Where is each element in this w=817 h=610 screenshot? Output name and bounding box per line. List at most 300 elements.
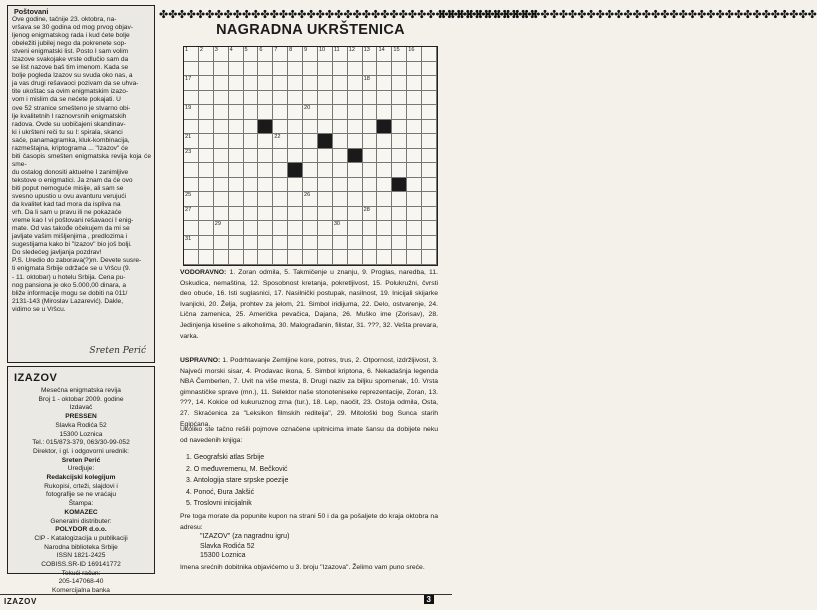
crossword-cell bbox=[318, 192, 333, 207]
crossword-cell bbox=[407, 178, 422, 193]
crossword-cell bbox=[348, 120, 363, 135]
across-label: VODORAVNO: bbox=[180, 269, 227, 276]
crossword-cell bbox=[377, 91, 392, 106]
crossword-cell bbox=[199, 105, 214, 120]
crossword-cell bbox=[229, 91, 244, 106]
crossword-cell bbox=[407, 91, 422, 106]
publisher-line: PRESSEN bbox=[65, 413, 97, 421]
crossword-cell bbox=[318, 178, 333, 193]
crossword-cell bbox=[273, 163, 288, 178]
crossword-cell bbox=[229, 120, 244, 135]
crossword-cell bbox=[199, 91, 214, 106]
crossword-cell bbox=[363, 120, 378, 135]
publisher-line: fotografije se ne vraćaju bbox=[45, 491, 116, 499]
crossword-cell bbox=[333, 250, 348, 265]
crossword-cell bbox=[199, 178, 214, 193]
crossword-clue-number: 16 bbox=[408, 47, 415, 53]
crossword-cell bbox=[407, 149, 422, 164]
crossword-cell bbox=[199, 62, 214, 77]
crossword-cell bbox=[348, 105, 363, 120]
crossword-cell bbox=[184, 62, 199, 77]
crossword-cell bbox=[422, 236, 437, 251]
crossword-cell bbox=[363, 178, 378, 193]
crossword-cell bbox=[318, 163, 333, 178]
crossword-cell bbox=[244, 236, 259, 251]
crossword-cell bbox=[303, 207, 318, 222]
crossword-cell bbox=[392, 134, 407, 149]
crossword-cell bbox=[333, 134, 348, 149]
crossword-cell bbox=[273, 76, 288, 91]
crossword-clue-number: 4 bbox=[229, 47, 233, 53]
crossword-cell bbox=[184, 178, 199, 193]
crossword-cell bbox=[392, 105, 407, 120]
crossword-cell bbox=[229, 105, 244, 120]
crossword-cell bbox=[199, 76, 214, 91]
crossword-cell bbox=[273, 236, 288, 251]
crossword-clue-number: 23 bbox=[185, 148, 192, 155]
crossword-cell bbox=[422, 250, 437, 265]
crossword-cell bbox=[258, 91, 273, 106]
crossword-clue-number: 7 bbox=[274, 47, 278, 53]
publisher-line: Uredjuje: bbox=[67, 465, 95, 473]
crossword-black-cell bbox=[258, 120, 273, 135]
crossword-cell bbox=[229, 163, 244, 178]
crossword-clue-number: 19 bbox=[185, 105, 192, 112]
crossword-cell bbox=[363, 62, 378, 77]
crossword-cell bbox=[363, 105, 378, 120]
crossword-cell bbox=[258, 250, 273, 265]
address-line: 15300 Loznica bbox=[200, 552, 246, 560]
crossword-cell bbox=[244, 134, 259, 149]
publisher-line: Mesečna enigmatska revija bbox=[41, 387, 121, 394]
crossword-cell bbox=[422, 178, 437, 193]
crossword-cell bbox=[303, 163, 318, 178]
crossword-clue-number: 30 bbox=[333, 221, 341, 228]
crossword-cell bbox=[422, 163, 437, 178]
crossword-cell bbox=[318, 149, 333, 164]
crossword-cell bbox=[244, 221, 259, 236]
crossword-cell bbox=[333, 178, 348, 193]
crossword-cell bbox=[348, 221, 363, 236]
publisher-line: POLYDOR d.o.o. bbox=[55, 526, 107, 534]
crossword-cell bbox=[288, 192, 303, 207]
crossword-clue-number: 18 bbox=[363, 76, 370, 83]
crossword-cell bbox=[377, 236, 392, 251]
crossword-cell bbox=[199, 163, 214, 178]
crossword-clue-number: 15 bbox=[393, 47, 400, 53]
crossword-cell bbox=[288, 62, 303, 77]
crossword-cell bbox=[199, 236, 214, 251]
crossword-clue-number: 28 bbox=[363, 206, 370, 213]
crossword-cell bbox=[199, 250, 214, 265]
crossword-cell bbox=[303, 221, 318, 236]
publisher-line: ISSN 1821-2425 bbox=[56, 552, 106, 560]
crossword-cell bbox=[303, 120, 318, 135]
publisher-line: Slavka Rodića 52 bbox=[55, 421, 107, 429]
crossword-cell bbox=[199, 149, 214, 164]
crossword-clue-number: 20 bbox=[304, 105, 311, 112]
crossword-cell bbox=[199, 120, 214, 135]
crossword-cell bbox=[333, 105, 348, 120]
crossword-cell bbox=[258, 163, 273, 178]
crossword-cell bbox=[303, 62, 318, 77]
crossword-cell bbox=[392, 236, 407, 251]
crossword-cell bbox=[392, 62, 407, 77]
publisher-line: CIP - Katalogizacija u publikaciji bbox=[34, 534, 128, 542]
crossword-cell bbox=[377, 250, 392, 265]
prize-item: 5. Troslovni inicijalnik bbox=[186, 500, 252, 507]
crossword-clue-number: 21 bbox=[185, 134, 192, 141]
editor-letter bbox=[7, 5, 155, 363]
page-number: 3 bbox=[424, 595, 434, 604]
crossword-cell bbox=[229, 192, 244, 207]
crossword-cell bbox=[214, 134, 229, 149]
crossword-cell bbox=[288, 91, 303, 106]
crossword-cell bbox=[288, 149, 303, 164]
crossword-cell bbox=[244, 76, 259, 91]
crossword-cell bbox=[422, 105, 437, 120]
crossword-clue-number: 26 bbox=[304, 192, 311, 199]
crossword-cell bbox=[244, 91, 259, 106]
crossword-cell bbox=[318, 120, 333, 135]
crossword-cell bbox=[273, 207, 288, 222]
crossword-cell bbox=[318, 105, 333, 120]
crossword-cell bbox=[214, 163, 229, 178]
crossword-cell bbox=[303, 149, 318, 164]
publisher-line: 15300 Loznica bbox=[59, 430, 103, 438]
crossword-cell bbox=[333, 192, 348, 207]
footer-divider bbox=[0, 594, 452, 595]
crossword-cell bbox=[348, 134, 363, 149]
crossword-cell bbox=[392, 250, 407, 265]
crossword-clue-number: 22 bbox=[274, 134, 281, 141]
crossword-cell bbox=[363, 163, 378, 178]
crossword-cell bbox=[333, 207, 348, 222]
down-label: USPRAVNO: bbox=[180, 357, 221, 364]
crossword-cell bbox=[273, 178, 288, 193]
crossword-cell bbox=[333, 149, 348, 164]
crossword-cell bbox=[229, 236, 244, 251]
letter-body: Ove godine, tačnije 23. oktobra, na- vršava se 30 godina od mog prvog objav- ljenog enigmatskog rada i kud ćete bolje obeležiti jubilej nego da pokrenete sop- stveni enigmatski list. Posto I sam volim Izazove svakojake vrste odlučio sam da se list nazove baš tim imenom. Kada se bolje pogleda Izazov su svuda oko nas, a ja vas drugi rešavaoci pozivam da se uhva- tite ukoštac sa ovim enigmatskim izazo- vom i mislim da se nećete pokajati. U ove 52 stranice smešteno je stvarno obi- lje kvalitetnih I raznovrsnih enigmatskih radova. Ovde su uobičajeni skandinav- ki i ukršteni reči tu su I: spirala, skanci saće, panamagramka, kluk-kombinacija, razmeštajna, kriptograma ... "Izazov" će biti časopis smešten enigmatska revija koja će sme- du ostalog donositi aktuelne I zanimljive tekstove o enigmatici. Ja znam da će ovo biti poput nemoguće misije, ali sam se svesno upustio u ovu avanturu verujući da kvalitet kad tad mora da isplivа na vrh. Da li sam u pravu ili ne pokazaće vreme kao I vi poštovani rešavaoci I enig- mate. Od vas takođe očekujem da mi se javljate vašim mišljenjima , predlozima i sugestijama kako bi "Izazov" bio još bolji. Do sledećeg javljanja pozdrav! P.S. Uredio do zaborava(?)m. Devete susre- ti enigmata Srbije održaće se u Vršcu (9. - 11. oktobar) u hotelu Srbija. Cena pu- nog pansiona je oko 5.000,00 dinara, a bliže informacije mogu se dobiti na 011/ 2131-143 (Miroslav Lazarević). Dakle, vidimo se u Vršcu. bbox=[12, 16, 151, 313]
crossword-cell bbox=[229, 76, 244, 91]
crossword-cell bbox=[214, 91, 229, 106]
crossword-cell bbox=[363, 192, 378, 207]
crossword-cell bbox=[229, 134, 244, 149]
publisher-line: Broj 1 - oktobar 2009. godine bbox=[38, 395, 124, 403]
crossword-black-cell bbox=[392, 178, 407, 193]
crossword-cell bbox=[258, 221, 273, 236]
prize-intro: Ukoliko ste tačno rešili pojmove označene upitnicima imate šansu da dobijete neku od navedenih knjiga: bbox=[180, 426, 438, 444]
crossword-cell bbox=[422, 91, 437, 106]
crossword-clue-number: 1 bbox=[185, 47, 189, 53]
prize-item: 2. O međuvremenu, M. Bečković bbox=[186, 465, 288, 473]
crossword-cell bbox=[333, 120, 348, 135]
crossword-cell bbox=[258, 178, 273, 193]
publisher-line: Direktor, i gl. i odgovorni urednik: bbox=[32, 447, 130, 455]
crossword-cell bbox=[288, 120, 303, 135]
crossword-cell bbox=[288, 207, 303, 222]
crossword-cell bbox=[288, 221, 303, 236]
crossword-cell bbox=[407, 236, 422, 251]
crossword-cell bbox=[392, 221, 407, 236]
crossword-cell bbox=[303, 76, 318, 91]
publisher-line: Tel.: 015/873-379, 063/30-99-052 bbox=[32, 439, 130, 447]
address-line: Slavka Rodića 52 bbox=[200, 542, 255, 550]
prize-list bbox=[186, 452, 432, 510]
ornament-strip-left: ✤✤✤✤✤✤✤✤✤✤✤✤✤✤✤✤✤✤✤✤✤✤✤✤✤✤✤✤✤✤✤✤✤✤✤✤✤✤✤✤✤ bbox=[159, 9, 537, 21]
crossword-cell bbox=[422, 47, 437, 62]
crossword-clue-number: 8 bbox=[289, 47, 293, 53]
crossword-cell bbox=[422, 221, 437, 236]
crossword-clue-number: 27 bbox=[185, 206, 192, 213]
crossword-cell bbox=[407, 250, 422, 265]
publisher-line: 205-147068-40 bbox=[58, 578, 104, 586]
crossword-cell bbox=[214, 105, 229, 120]
publisher-line: Tekući račun: bbox=[61, 569, 101, 577]
crossword-cell bbox=[184, 120, 199, 135]
crossword-cell bbox=[348, 163, 363, 178]
crossword-cell bbox=[288, 250, 303, 265]
publisher-line: Komercijalna banka bbox=[52, 587, 110, 595]
crossword-cell bbox=[184, 163, 199, 178]
magazine-logo: IZAZOV bbox=[14, 372, 58, 384]
crossword-cell bbox=[273, 62, 288, 77]
crossword-cell bbox=[422, 207, 437, 222]
crossword-cell bbox=[229, 250, 244, 265]
crossword-cell bbox=[244, 207, 259, 222]
crossword-cell bbox=[348, 192, 363, 207]
crossword-cell bbox=[258, 134, 273, 149]
crossword-cell bbox=[407, 207, 422, 222]
prize-item: 4. Ponoć, Đura Jakšić bbox=[186, 488, 255, 496]
crossword-cell bbox=[244, 163, 259, 178]
crossword-cell bbox=[392, 149, 407, 164]
crossword-cell bbox=[363, 149, 378, 164]
crossword-cell bbox=[407, 120, 422, 135]
crossword-cell bbox=[318, 91, 333, 106]
crossword-cell bbox=[407, 134, 422, 149]
down-clues bbox=[180, 356, 438, 430]
crossword-cell bbox=[333, 163, 348, 178]
crossword-cell bbox=[407, 163, 422, 178]
footer-brand: IZAZOV bbox=[4, 597, 37, 606]
crossword-cell bbox=[273, 91, 288, 106]
crossword-cell bbox=[377, 221, 392, 236]
crossword-cell bbox=[422, 134, 437, 149]
crossword-cell bbox=[348, 76, 363, 91]
crossword-cell bbox=[273, 221, 288, 236]
crossword-clue-number: 17 bbox=[185, 76, 192, 83]
publisher-line: COBISS.SR-ID 169141772 bbox=[41, 561, 121, 569]
crossword-cell bbox=[422, 149, 437, 164]
page-title: NAGRADNA UKRŠTENICA bbox=[216, 22, 405, 38]
crossword-cell bbox=[422, 62, 437, 77]
crossword-clue-number: 31 bbox=[185, 235, 192, 242]
crossword-cell bbox=[348, 178, 363, 193]
crossword-cell bbox=[244, 62, 259, 77]
crossword-cell bbox=[363, 134, 378, 149]
crossword-cell bbox=[214, 62, 229, 77]
across-clues bbox=[180, 268, 438, 342]
crossword-clue-number: 6 bbox=[259, 47, 263, 53]
crossword-cell bbox=[184, 250, 199, 265]
crossword-cell bbox=[229, 149, 244, 164]
publisher-line: KOMAZEC bbox=[64, 508, 98, 516]
crossword-cell bbox=[244, 250, 259, 265]
crossword-clue-number: 3 bbox=[214, 47, 218, 53]
crossword-cell bbox=[392, 192, 407, 207]
crossword-cell bbox=[422, 120, 437, 135]
crossword-cell bbox=[199, 192, 214, 207]
prize-item: 3. Antologija stare srpske poezije bbox=[186, 477, 289, 484]
crossword-cell bbox=[199, 207, 214, 222]
crossword-cell bbox=[303, 134, 318, 149]
crossword-cell bbox=[333, 91, 348, 106]
crossword-cell bbox=[318, 250, 333, 265]
crossword-cell bbox=[244, 178, 259, 193]
crossword-clue-number: 24 bbox=[289, 163, 296, 170]
publisher-lines bbox=[11, 387, 151, 596]
crossword-cell bbox=[229, 178, 244, 193]
crossword-cell bbox=[258, 207, 273, 222]
crossword-clue-number: 2 bbox=[199, 47, 203, 53]
crossword-cell bbox=[407, 62, 422, 77]
crossword-cell bbox=[348, 62, 363, 77]
crossword-cell bbox=[244, 192, 259, 207]
crossword-cell bbox=[303, 236, 318, 251]
crossword-cell bbox=[303, 91, 318, 106]
crossword-cell bbox=[199, 134, 214, 149]
crossword-cell bbox=[363, 236, 378, 251]
crossword-cell bbox=[377, 149, 392, 164]
crossword-clue-number: 12 bbox=[348, 47, 355, 53]
crossword-cell bbox=[333, 62, 348, 77]
crossword-cell bbox=[273, 149, 288, 164]
crossword-cell bbox=[229, 62, 244, 77]
letter-heading: Poštovani bbox=[14, 7, 49, 16]
crossword-cell bbox=[348, 250, 363, 265]
crossword-cell bbox=[348, 236, 363, 251]
publisher-line: Rukopisi, crteži, slajdovi i bbox=[44, 482, 118, 490]
crossword-cell bbox=[363, 91, 378, 106]
crossword-cell bbox=[214, 207, 229, 222]
crossword-cell bbox=[214, 178, 229, 193]
crossword-cell bbox=[244, 149, 259, 164]
crossword-cell bbox=[244, 105, 259, 120]
crossword-cell bbox=[407, 192, 422, 207]
crossword-cell bbox=[377, 76, 392, 91]
crossword-cell bbox=[229, 207, 244, 222]
crossword-cell bbox=[377, 192, 392, 207]
crossword-cell bbox=[229, 221, 244, 236]
crossword-cell bbox=[214, 149, 229, 164]
crossword-cell bbox=[258, 62, 273, 77]
crossword-cell bbox=[333, 236, 348, 251]
crossword-cell bbox=[273, 250, 288, 265]
crossword-cell bbox=[214, 192, 229, 207]
crossword-black-cell bbox=[348, 149, 363, 164]
publisher-line: Štampa: bbox=[68, 500, 94, 508]
crossword-cell bbox=[288, 76, 303, 91]
crossword-cell bbox=[288, 134, 303, 149]
crossword-clue-number: 5 bbox=[244, 47, 248, 53]
crossword-black-cell bbox=[377, 120, 392, 135]
crossword-cell bbox=[392, 207, 407, 222]
crossword-cell bbox=[258, 236, 273, 251]
crossword-cell bbox=[303, 250, 318, 265]
crossword-cell bbox=[318, 221, 333, 236]
crossword-cell bbox=[392, 91, 407, 106]
crossword-clue-number: 25 bbox=[185, 192, 192, 199]
crossword-cell bbox=[214, 120, 229, 135]
publisher-line: Narodna biblioteka Srbije bbox=[44, 543, 118, 551]
crossword-cell bbox=[214, 236, 229, 251]
down-text: 1. Podrhtavanje Zemljine kore, potres, trus, 2. Otpornost, izdržljivost, 3. Najveći morski sisar, 4. Prodavac ikona, 5. Simbol kriptona, 6. Nekadašnja legenda NBA Čemberlen, 7. Uvit na više mesta, 8. Drugi naziv za biljku spomenak, 10. Vrsta gimnastičke sprave (mn.), 11. Selektor naše stonoteniseke reprezentacije, Zoran, 13. ???, 14. Kokice od kukuruznog zrna (tur.), 18. Lep, naočit, 23. Ostoja odmila, Osta, 27. Skraćenica za "Leksikon filmskih rediteija", 29. Mitološki bog Sunca starih Egipćana. bbox=[180, 357, 438, 428]
crossword-cell bbox=[377, 178, 392, 193]
crossword-cell bbox=[377, 62, 392, 77]
crossword-cell bbox=[407, 221, 422, 236]
send-instructions: Pre toga morate da popunite kupon na strani 50 i da ga pošaljete do kraja oktobra na adresu: bbox=[180, 513, 438, 531]
crossword-cell bbox=[288, 236, 303, 251]
crossword-cell bbox=[318, 236, 333, 251]
crossword-cell bbox=[333, 76, 348, 91]
crossword-black-cell bbox=[318, 134, 333, 149]
crossword-cell bbox=[407, 76, 422, 91]
crossword-cell bbox=[392, 120, 407, 135]
crossword-cell bbox=[273, 105, 288, 120]
crossword-cell bbox=[348, 207, 363, 222]
crossword-cell bbox=[258, 76, 273, 91]
crossword-cell bbox=[377, 105, 392, 120]
crossword-cell bbox=[422, 192, 437, 207]
crossword-cell bbox=[184, 221, 199, 236]
crossword-cell bbox=[377, 207, 392, 222]
crossword-cell bbox=[273, 192, 288, 207]
publisher-info-box bbox=[7, 366, 155, 595]
crossword-cell bbox=[318, 62, 333, 77]
crossword-cell bbox=[258, 105, 273, 120]
editor-signature: Sreten Perić bbox=[89, 346, 146, 356]
crossword-cell bbox=[377, 163, 392, 178]
publisher-line: Izdavač bbox=[69, 404, 93, 412]
across-text: 1. Zoran odmila, 5. Takmičenje u znanju, 9. Proglas, naredba, 11. Oskudica, nemaština, 12. Sposobnost kretanja, pokretljivost, 15. Polukružni, čvrsti deo obuće, 16. Isti suglasnici, 17. Nasilnički postupak, nasilnost, 19. Inicijali skijarke Ivanjicki, 20. Želja, prohtev za jelom, 21. Simbol iridijuma, 22. Delo, ostvarenje, 24. Lična zamenica, 25. Američka pevačica, Dajana, 26. Muško ime (Zorisav), 28. Jedinjenja kiseline s alkoholima, 30. Malograđanin, filistar, 31. ???, 32. Vešta prevara, varka. bbox=[180, 269, 438, 340]
closing-note: Imena srećnih dobitnika objavićemo u 3. broju "Izazova". Želimo vam puno sreće. bbox=[180, 564, 425, 571]
crossword-clue-number: 13 bbox=[363, 47, 370, 53]
crossword-cell bbox=[184, 91, 199, 106]
crossword-cell bbox=[214, 250, 229, 265]
crossword-clue-number: 29 bbox=[214, 221, 221, 228]
crossword-cell bbox=[363, 221, 378, 236]
crossword-cell bbox=[199, 221, 214, 236]
crossword-clue-number: 9 bbox=[304, 47, 308, 53]
crossword-cell bbox=[214, 76, 229, 91]
crossword-cell bbox=[303, 178, 318, 193]
crossword-cell bbox=[288, 178, 303, 193]
prize-item: 1. Geografski atlas Srbije bbox=[186, 454, 265, 461]
crossword-cell bbox=[392, 76, 407, 91]
crossword-cell bbox=[318, 76, 333, 91]
crossword-cell bbox=[318, 207, 333, 222]
crossword-grid bbox=[183, 46, 438, 266]
crossword-cell bbox=[422, 76, 437, 91]
publisher-line: Generalni distributer: bbox=[50, 517, 112, 525]
publisher-line: Redakcijski kolegijum bbox=[46, 474, 116, 482]
crossword-cell bbox=[377, 134, 392, 149]
crossword-clue-number: 10 bbox=[318, 47, 326, 53]
address-line: "IZAZOV" (za nagradnu igru) bbox=[200, 533, 290, 540]
crossword-cell bbox=[348, 91, 363, 106]
publisher-line: Sreten Perić bbox=[61, 456, 101, 464]
